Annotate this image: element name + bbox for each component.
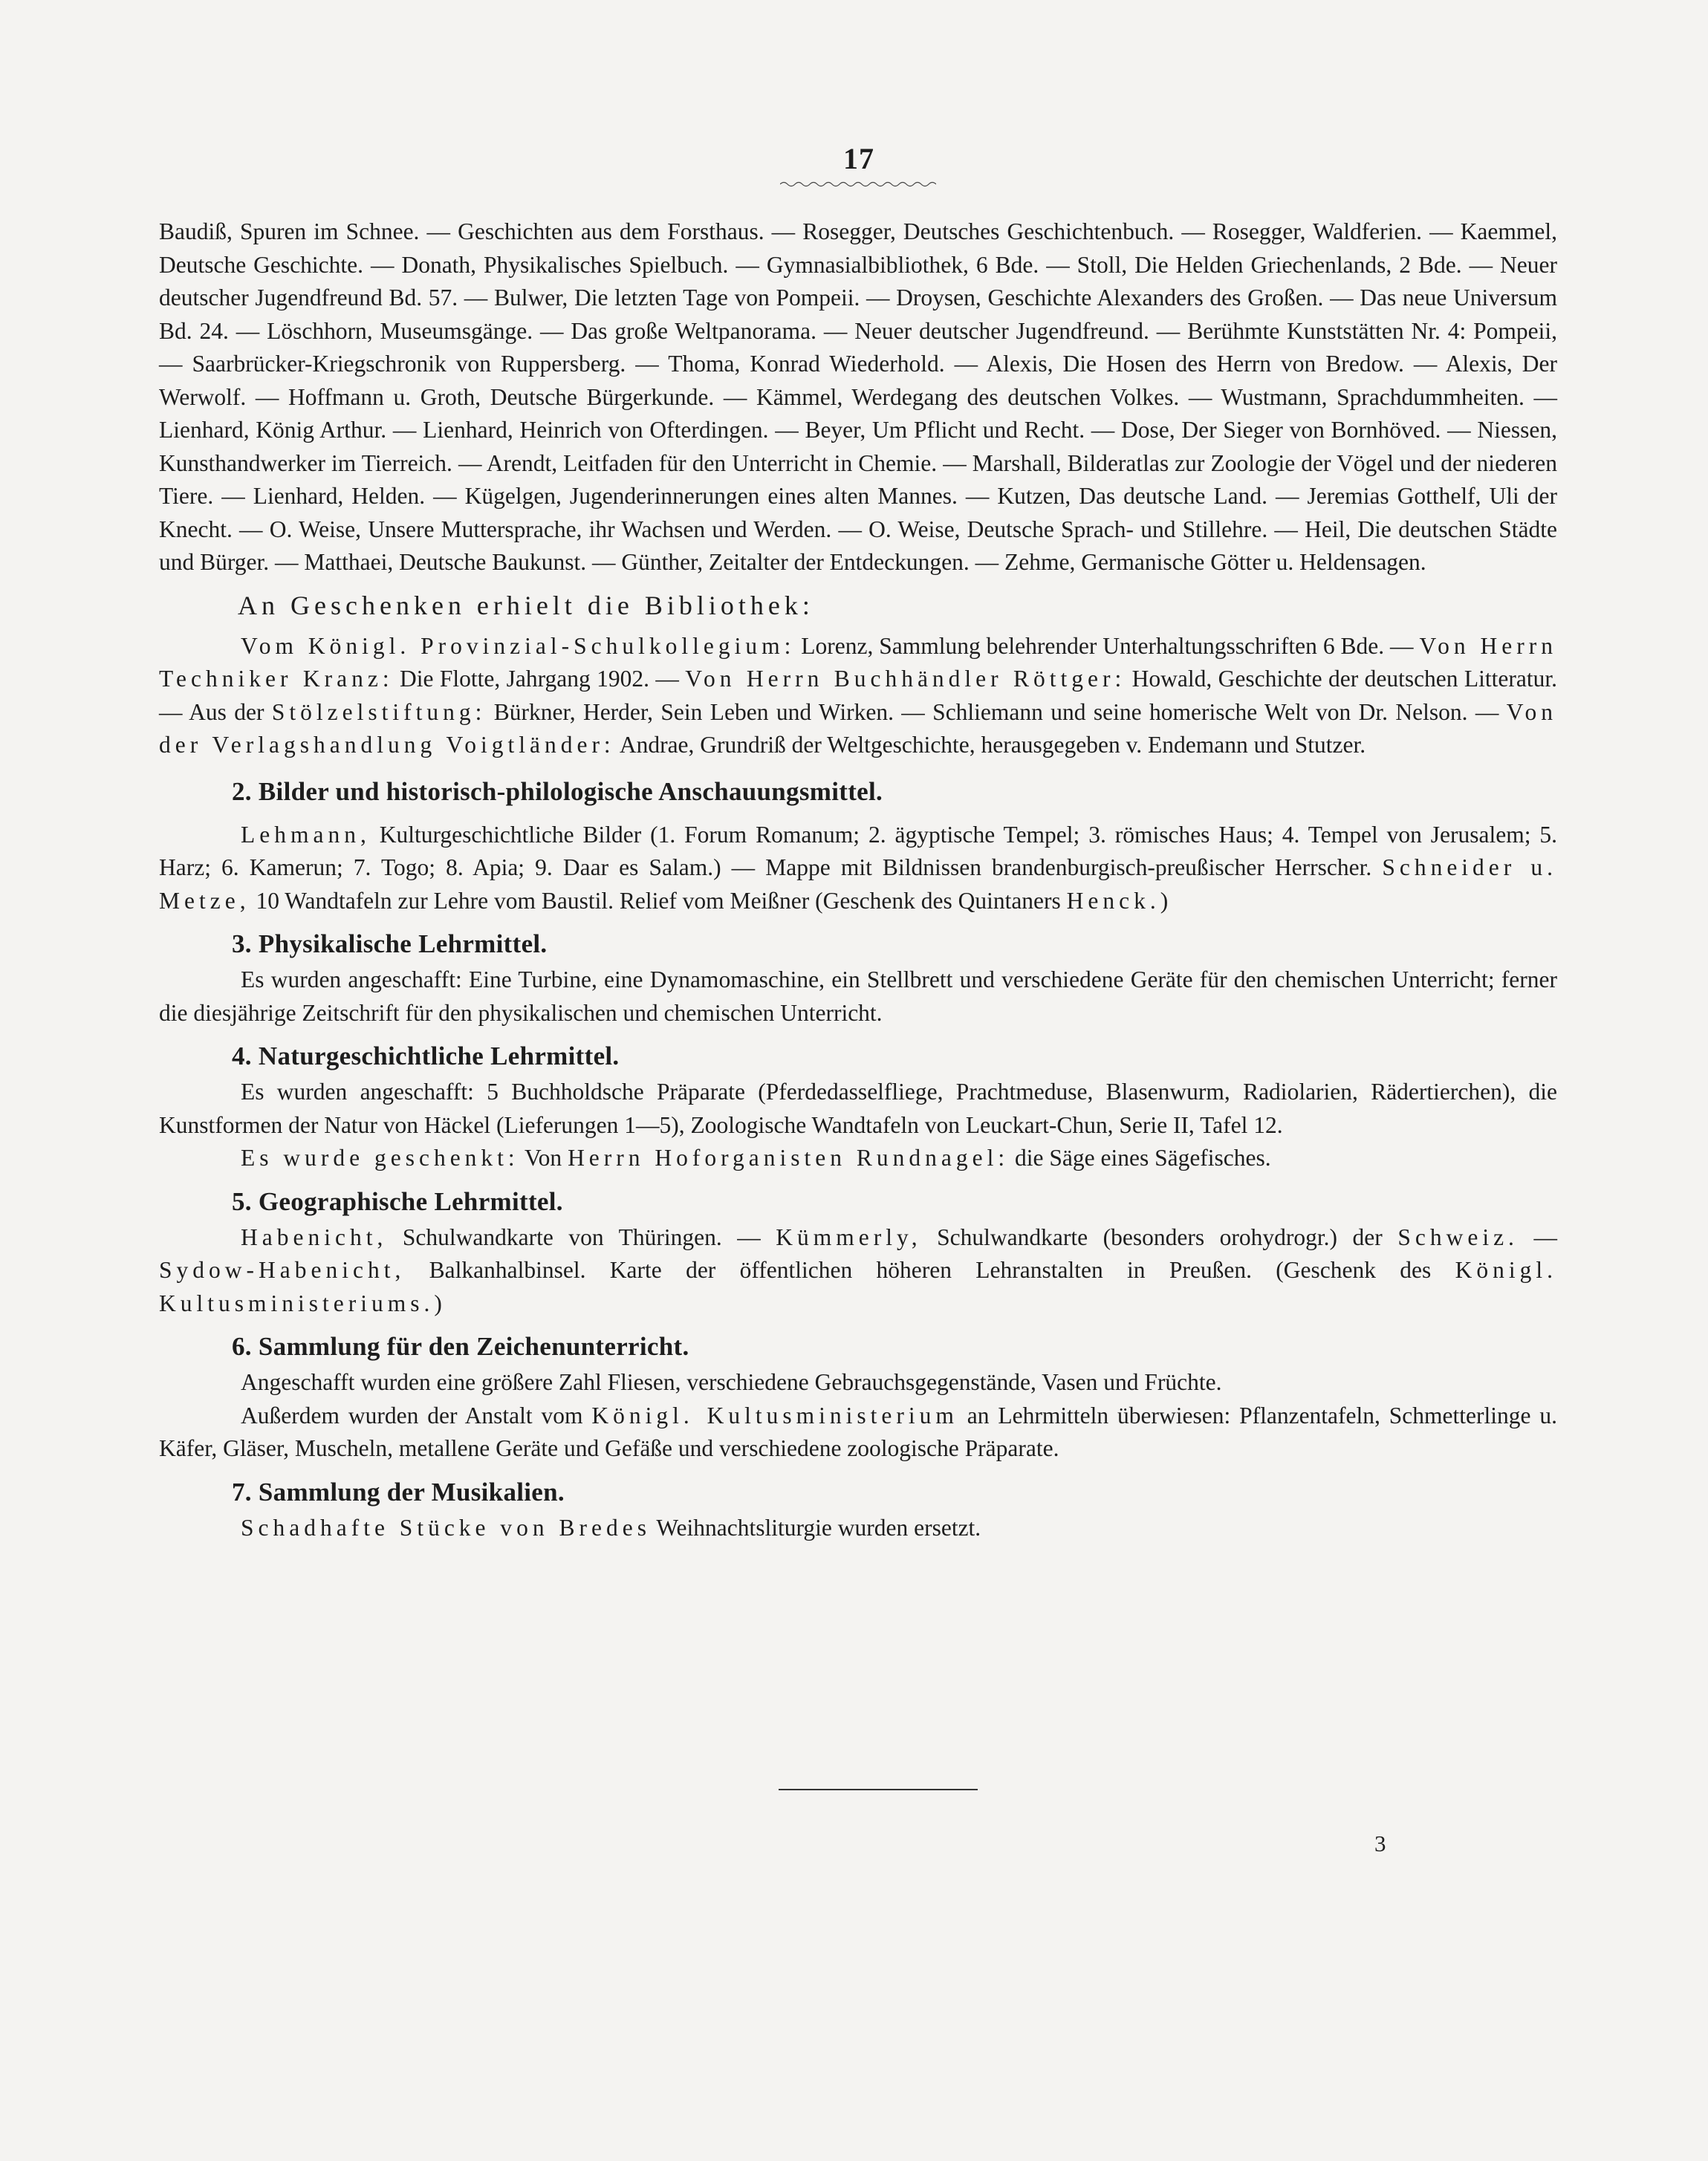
section-5-heading: 5. Geographische Lehrmittel.	[232, 1186, 563, 1216]
section-6-paragraph-1: Angeschafft wurden eine größere Zahl Fliesen, verschiedene Gebrauchsgegenstände, Vasen und Früchte.	[241, 1369, 1222, 1395]
section-5-paragraph: Habenicht, Schulwandkarte von Thüringen. — Kümmerly, Schulwandkarte (besonders orohydrogr.) der Schweiz. — Sydow-Habenicht, Balkanhalbinsel. Karte der öffentlichen höheren Lehranstalten in Preußen. (Geschenk des Königl. Kultusministeriums.)	[159, 1224, 1557, 1316]
book-list-paragraph: Baudiß, Spuren im Schnee. — Geschichten aus dem Forsthaus. — Rosegger, Deutsches Geschichtenbuch. — Rosegger, Waldferien. — Kaemmel, Deutsche Geschichte. — Donath, Physikalisches Spielbuch. — Gymnasialbibliothek, 6 Bde. — Stoll, Die Helden Griechenlands, 2 Bde. — Neuer deutscher Jugendfreund Bd. 57. — Bulwer, Die letzten Tage von Pompeii. — Droysen, Geschichte Alexanders des Großen. — Das neue Universum Bd. 24. — Löschhorn, Museumsgänge. — Das große Weltpanorama. — Neuer deutscher Jugendfreund. — Berühmte Kunststätten Nr. 4: Pompeii, — Saarbrücker-Kriegschronik von Ruppersberg. — Thoma, Konrad Wiederhold. — Alexis, Die Hosen des Herrn von Bredow. — Alexis, Der Werwolf. — Hoffmann u. Groth, Deutsche Bürgerkunde. — Kämmel, Werdegang des deutschen Volkes. — Wustmann, Sprachdummheiten. — Lienhard, König Arthur. — Lienhard, Heinrich von Ofterdingen. — Beyer, Um Pflicht und Recht. — Dose, Der Sieger von Bornhöved. — Niessen, Kunsthandwerker im Tierreich. — Arendt, Leitfaden für den Unterricht in Chemie. — Marshall, Bilderatlas zur Zoologie der Vögel und der niederen Tiere. — Lienhard, Helden. — Kügelgen, Jugenderinnerungen eines alten Mannes. — Kutzen, Das deutsche Land. — Jeremias Gotthelf, Uli der Knecht. — O. Weise, Unsere Muttersprache, ihr Wachsen und Werden. — O. Weise, Deutsche Sprach- und Stillehre. — Heil, Die deutschen Städte und Bürger. — Matthaei, Deutsche Baukunst. — Günther, Zeitalter der Entdeckungen. — Zehme, Germanische Götter u. Heldensagen.	[159, 218, 1557, 575]
section-4-heading: 4. Naturgeschichtliche Lehrmittel.	[232, 1041, 620, 1070]
main-text	[159, 215, 1557, 1544]
section-3-paragraph: Es wurden angeschafft: Eine Turbine, eine Dynamomaschine, ein Stellbrett und verschiedene Geräte für den chemischen Unterricht; ferner die diesjährige Zeitschrift für den physikalischen und chemischen Unterricht.	[159, 966, 1557, 1026]
section-4-gift: Es wurde geschenkt: Von Herrn Hoforganisten Rundnagel: die Säge eines Sägefisches.	[241, 1145, 1271, 1171]
section-6-heading: 6. Sammlung für den Zeichenunterricht.	[232, 1332, 689, 1361]
section-7-heading: 7. Sammlung der Musikalien.	[232, 1477, 565, 1507]
section-3-heading: 3. Physikalische Lehrmittel.	[232, 929, 548, 958]
signature-mark: 3	[1374, 1830, 1386, 1856]
section-7-paragraph: Schadhafte Stücke von Bredes Weihnachtsliturgie wurden ersetzt.	[241, 1514, 981, 1541]
closing-rule	[779, 1789, 978, 1790]
page-number: 17	[843, 142, 874, 175]
section-2-heading: 2. Bilder und historisch-philologische Anschauungsmittel.	[232, 776, 883, 806]
page-number-ornament	[780, 181, 936, 188]
section-4-paragraph: Es wurden angeschafft: 5 Buchholdsche Präparate (Pferdedasselfliege, Prachtmeduse, Blasenwurm, Radiolarien, Rädertierchen), die Kunstformen der Natur von Häckel (Lieferungen 1—5), Zoologische Wandtafeln von Leuckart-Chun, Serie II, Tafel 12.	[159, 1079, 1557, 1138]
gifts-paragraph: Vom Königl. Provinzial-Schulkollegium: Lorenz, Sammlung belehrender Unterhaltungsschriften 6 Bde. — Von Herrn Techniker Kranz: Die Flotte, Jahrgang 1902. — Von Herrn Buchhändler Röttger: Howald, Geschichte der deutschen Litteratur. — Aus der Stölzelstiftung: Bürkner, Herder, Sein Leben und Wirken. — Schliemann und seine homerische Welt von Dr. Nelson. — Von der Verlagshandlung Voigtländer: Andrae, Grundriß der Weltgeschichte, herausgegeben v. Endemann und Stutzer.	[159, 632, 1557, 758]
section-2-paragraph: Lehmann, Kulturgeschichtliche Bilder (1. Forum Romanum; 2. ägyptische Tempel; 3. römisches Haus; 4. Tempel von Jerusalem; 5. Harz; 6. Kamerun; 7. Togo; 8. Apia; 9. Daar es Salam.) — Mappe mit Bildnissen brandenburgisch-preußischer Herrscher. Schneider u. Metze, 10 Wandtafeln zur Lehre vom Baustil. Relief vom Meißner (Geschenk des Quintaners Henck.)	[159, 821, 1557, 914]
gifts-heading: An Geschenken erhielt die Bibliothek:	[238, 590, 814, 620]
section-6-paragraph-2: Außerdem wurden der Anstalt vom Königl. Kultusministerium an Lehrmitteln überwiesen: Pflanzentafeln, Schmetterlinge u. Käfer, Gläser, Muscheln, metallene Geräte und Gefäße und verschiedene zoologische Präparate.	[159, 1402, 1557, 1461]
